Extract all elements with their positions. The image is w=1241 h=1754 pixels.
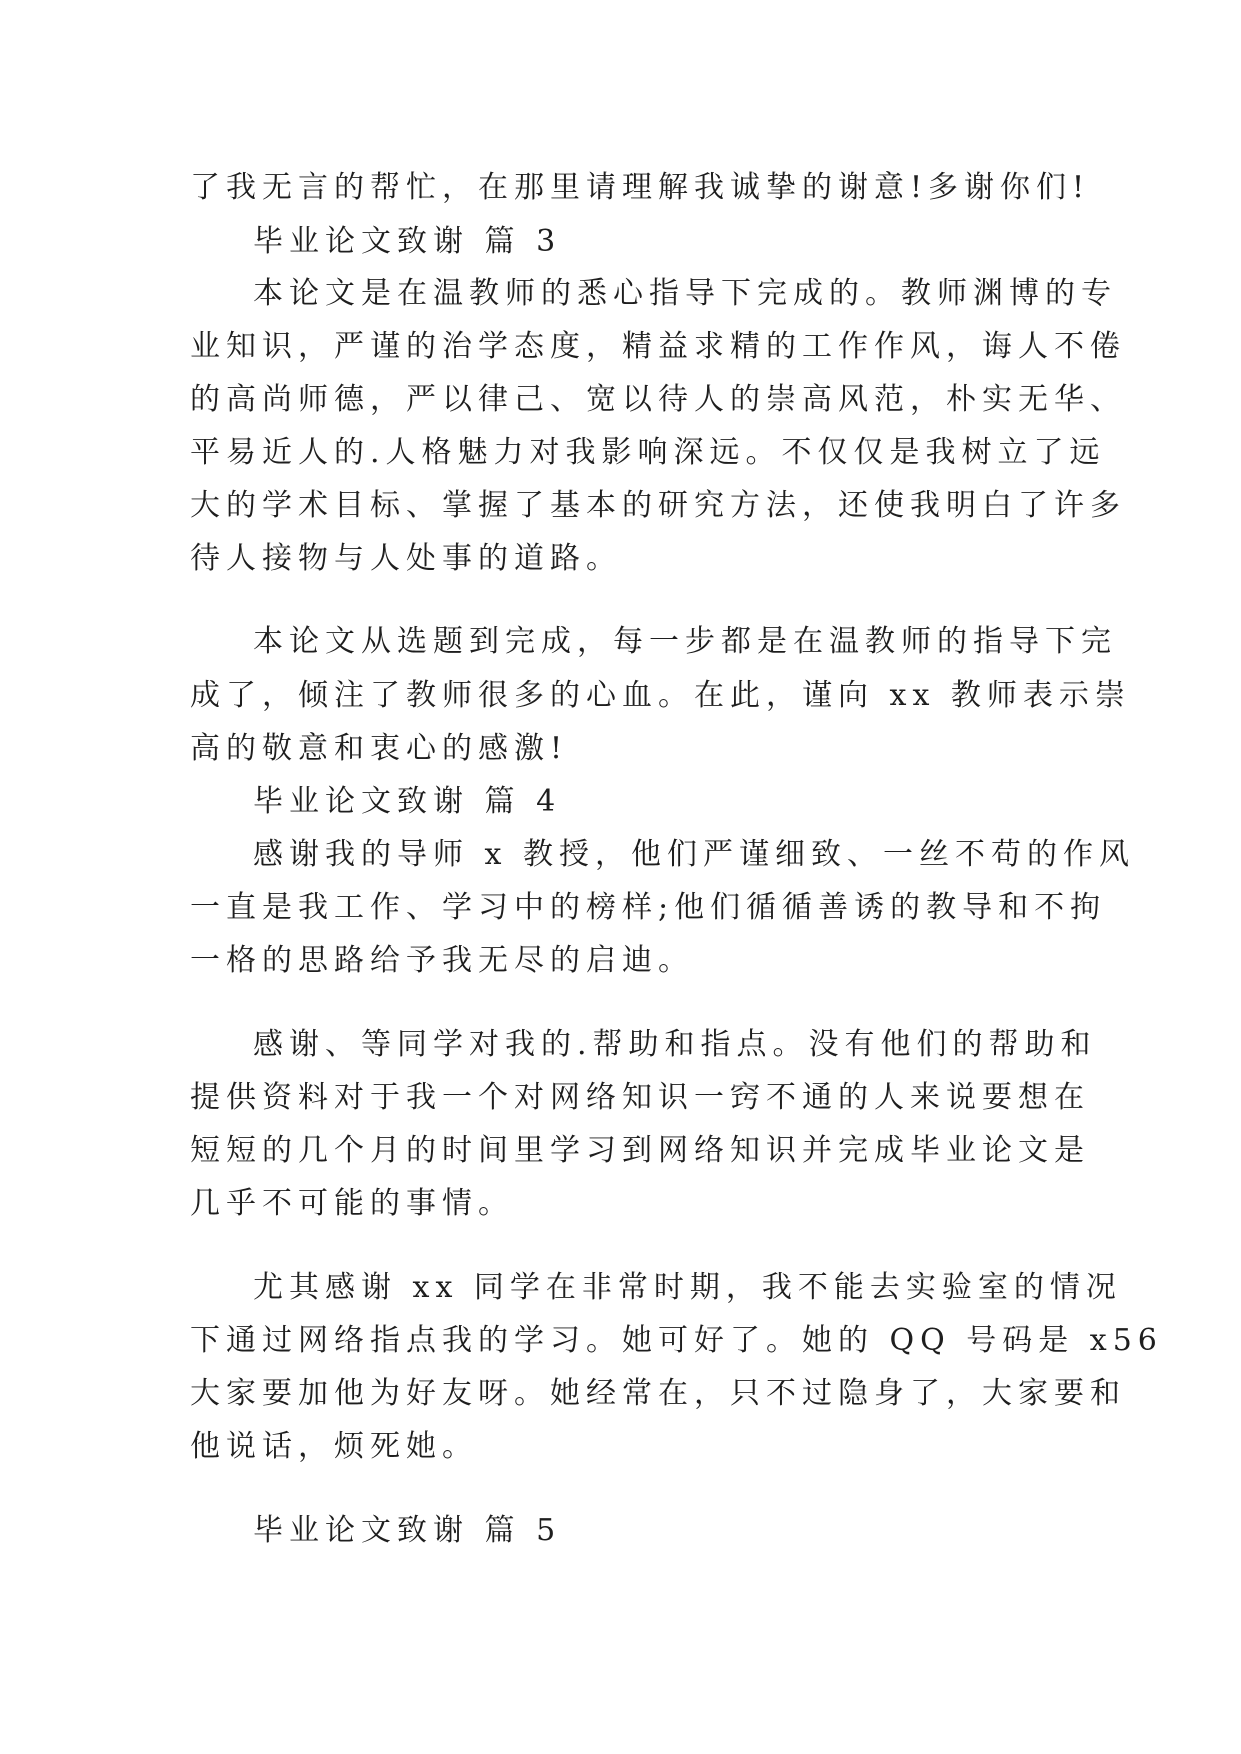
paragraph-line: 一格的思路给予我无尽的启迪。 xyxy=(190,943,694,978)
paragraph-line: 尤其感谢 xx 同学在非常时期，我不能去实验室的情况 xyxy=(253,1270,1122,1305)
section-heading: 毕业论文致谢 篇 4 xyxy=(253,784,562,819)
paragraph-line: 他说话，烦死她。 xyxy=(190,1429,478,1464)
paragraph-line: 一直是我工作、学习中的榜样;他们循循善诱的教导和不拘 xyxy=(190,890,1107,925)
paragraph-line: 本论文是在温教师的悉心指导下完成的。教师渊博的专 xyxy=(253,276,1117,311)
paragraph-line: 的高尚师德，严以律己、宽以待人的崇高风范，朴实无华、 xyxy=(190,382,1126,417)
paragraph-line: 高的敬意和衷心的感激! xyxy=(190,731,569,766)
paragraph-line: 下通过网络指点我的学习。她可好了。她的 QQ 号码是 x56 xyxy=(190,1323,1163,1358)
paragraph-line: 成了，倾注了教师很多的心血。在此，谨向 xx 教师表示崇 xyxy=(190,678,1131,713)
paragraph-line: 了我无言的帮忙，在那里请理解我诚挚的谢意!多谢你们! xyxy=(190,170,1091,205)
paragraph-line: 平易近人的.人格魅力对我影响深远。不仅仅是我树立了远 xyxy=(190,435,1106,470)
paragraph-line: 大家要加他为好友呀。她经常在，只不过隐身了，大家要和 xyxy=(190,1376,1126,1411)
paragraph-line: 待人接物与人处事的道路。 xyxy=(190,541,622,576)
section-heading: 毕业论文致谢 篇 5 xyxy=(253,1513,562,1548)
paragraph-line: 短短的几个月的时间里学习到网络知识并完成毕业论文是 xyxy=(190,1133,1090,1168)
paragraph-line: 几乎不可能的事情。 xyxy=(190,1186,514,1221)
paragraph-line: 感谢我的导师 x 教授，他们严谨细致、一丝不苟的作风 xyxy=(253,837,1135,872)
paragraph-line: 感谢、等同学对我的.帮助和指点。没有他们的帮助和 xyxy=(253,1027,1097,1062)
section-heading: 毕业论文致谢 篇 3 xyxy=(253,224,562,259)
paragraph-line: 业知识，严谨的治学态度，精益求精的工作作风，诲人不倦 xyxy=(190,329,1126,364)
paragraph-line: 本论文从选题到完成，每一步都是在温教师的指导下完 xyxy=(253,624,1117,659)
paragraph-line: 大的学术目标、掌握了基本的研究方法，还使我明白了许多 xyxy=(190,488,1126,523)
paragraph-line: 提供资料对于我一个对网络知识一窍不通的人来说要想在 xyxy=(190,1080,1090,1115)
